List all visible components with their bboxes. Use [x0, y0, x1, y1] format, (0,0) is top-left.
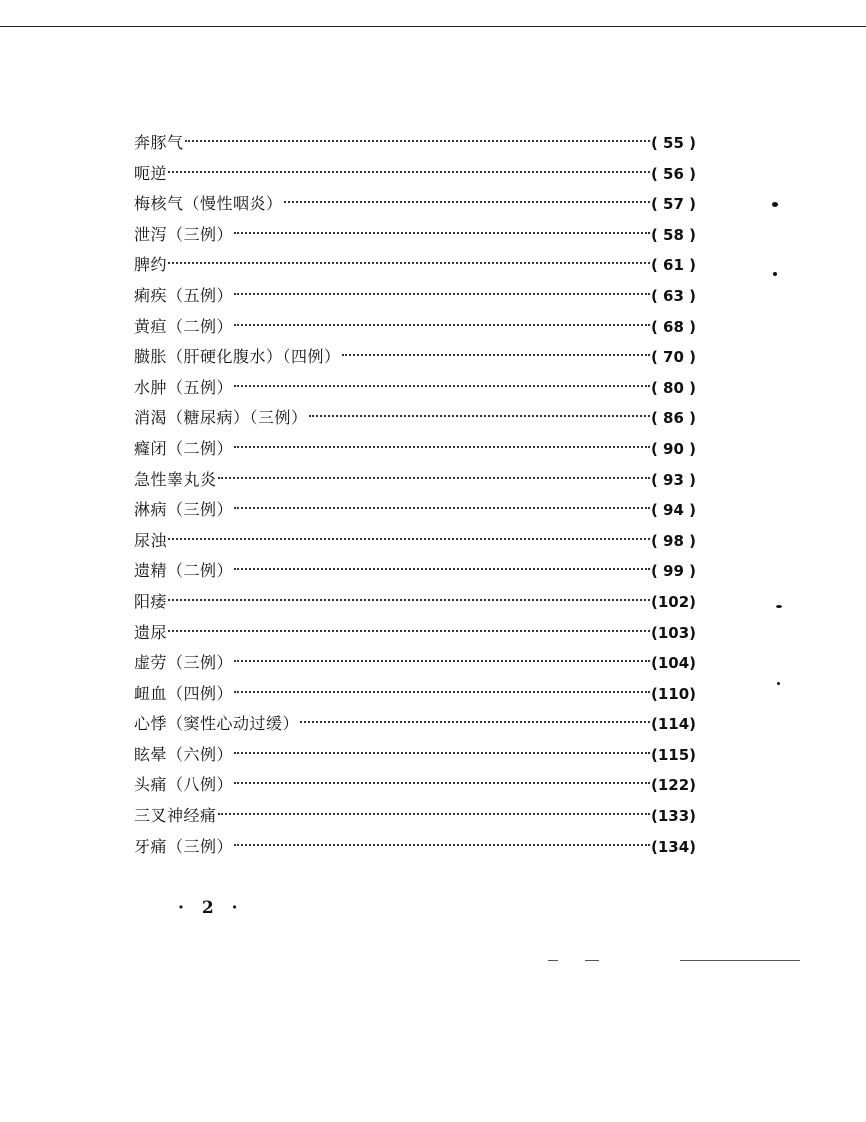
toc-row [134, 403, 696, 434]
toc-row [134, 648, 696, 679]
toc-entry-page: (103) [650, 623, 696, 642]
toc-row [134, 281, 696, 312]
toc-entry-title: 心悸（窦性心动过缓） [134, 714, 300, 734]
scan-line [585, 960, 599, 961]
scan-speck [772, 202, 778, 207]
toc-row [134, 740, 696, 771]
toc-entry-title: 脾约 [134, 255, 168, 275]
toc-dot-leader [309, 415, 650, 417]
toc-entry-title: 虚劳（三例） [134, 653, 234, 673]
toc-dot-leader [168, 538, 650, 540]
toc-row [134, 250, 696, 281]
toc-dot-leader [218, 477, 650, 479]
toc-row [134, 189, 696, 220]
toc-row [134, 709, 696, 740]
toc-entry-title: 水肿（五例） [134, 377, 234, 397]
toc-dot-leader [234, 752, 650, 754]
toc-entry-title: 急性睾丸炎 [134, 469, 217, 489]
toc-entry-title: 泄泻（三例） [134, 224, 234, 244]
toc-row [134, 128, 696, 159]
toc-row [134, 526, 696, 557]
page-number: · 2 · [178, 898, 244, 918]
toc-dot-leader [168, 630, 650, 632]
toc-entry-page: (102) [650, 592, 696, 611]
toc-row [134, 373, 696, 404]
toc-dot-leader [234, 844, 650, 846]
toc-row [134, 587, 696, 618]
toc-row [134, 618, 696, 649]
toc-entry-page: ( 80 ) [650, 378, 696, 397]
toc-entry-title: 痢疾（五例） [134, 285, 234, 305]
toc-dot-leader [234, 385, 650, 387]
scan-line [680, 960, 800, 961]
toc-entry-title: 眩晕（六例） [134, 744, 234, 764]
toc-entry-title: 尿浊 [134, 530, 168, 550]
toc-dot-leader [234, 324, 650, 326]
toc-dot-leader [218, 813, 650, 815]
toc-row [134, 159, 696, 190]
toc-entry-title: 三叉神经痛 [134, 806, 217, 826]
toc-row [134, 465, 696, 496]
toc-entry-page: (104) [650, 654, 696, 673]
table-of-contents [134, 128, 696, 862]
toc-row [134, 801, 696, 832]
toc-entry-title: 梅核气（慢性咽炎） [134, 194, 283, 214]
toc-entry-page: ( 98 ) [650, 531, 696, 550]
scan-line [548, 960, 558, 961]
toc-dot-leader [234, 232, 650, 234]
toc-entry-page: ( 56 ) [650, 164, 696, 183]
toc-entry-page: ( 86 ) [650, 409, 696, 428]
toc-row [134, 342, 696, 373]
toc-entry-page: (114) [650, 715, 696, 734]
toc-row [134, 220, 696, 251]
toc-dot-leader [284, 201, 650, 203]
toc-entry-title: 癃闭（二例） [134, 438, 234, 458]
toc-entry-page: (110) [650, 684, 696, 703]
toc-dot-leader [234, 660, 650, 662]
toc-row [134, 770, 696, 801]
toc-entry-page: ( 68 ) [650, 317, 696, 336]
toc-dot-leader [234, 691, 650, 693]
toc-row [134, 832, 696, 863]
toc-entry-page: (115) [650, 745, 696, 764]
toc-entry-page: (122) [650, 776, 696, 795]
toc-entry-title: 衄血（四例） [134, 683, 234, 703]
toc-entry-page: ( 90 ) [650, 439, 696, 458]
toc-entry-page: ( 70 ) [650, 348, 696, 367]
toc-entry-page: ( 58 ) [650, 225, 696, 244]
toc-row [134, 434, 696, 465]
toc-dot-leader [234, 568, 650, 570]
toc-entry-title: 遗精（二例） [134, 561, 234, 581]
toc-dot-leader [234, 446, 650, 448]
toc-dot-leader [234, 293, 650, 295]
toc-row [134, 556, 696, 587]
toc-entry-page: (133) [650, 807, 696, 826]
toc-row [134, 312, 696, 343]
toc-entry-page: ( 99 ) [650, 562, 696, 581]
toc-entry-page: ( 63 ) [650, 286, 696, 305]
toc-entry-title: 黄疸（二例） [134, 316, 234, 336]
scan-speck [776, 605, 782, 608]
toc-entry-title: 呃逆 [134, 163, 168, 183]
toc-entry-title: 臌胀（肝硬化腹水）（四例） [134, 347, 341, 367]
toc-entry-page: ( 93 ) [650, 470, 696, 489]
toc-dot-leader [300, 721, 650, 723]
toc-entry-title: 阳痿 [134, 591, 168, 611]
toc-row [134, 495, 696, 526]
toc-entry-page: ( 55 ) [650, 134, 696, 152]
toc-entry-page: ( 57 ) [650, 195, 696, 214]
toc-row [134, 679, 696, 710]
scan-speck [773, 272, 777, 276]
toc-entry-title: 头痛（八例） [134, 775, 234, 795]
toc-dot-leader [168, 262, 650, 264]
toc-dot-leader [234, 782, 650, 784]
toc-entry-page: ( 94 ) [650, 501, 696, 520]
scan-speck [777, 682, 780, 685]
toc-dot-leader [168, 599, 650, 601]
toc-entry-title: 遗尿 [134, 622, 168, 642]
toc-dot-leader [234, 507, 650, 509]
toc-entry-title: 奔豚气 [134, 133, 184, 152]
toc-dot-leader [342, 354, 650, 356]
toc-entry-page: (134) [650, 837, 696, 856]
top-rule [0, 26, 866, 27]
toc-dot-leader [185, 140, 650, 142]
toc-dot-leader [168, 171, 650, 173]
toc-entry-title: 牙痛（三例） [134, 836, 234, 856]
toc-entry-page: ( 61 ) [650, 256, 696, 275]
toc-entry-title: 消渴（糖尿病）（三例） [134, 408, 308, 428]
toc-entry-title: 淋病（三例） [134, 500, 234, 520]
